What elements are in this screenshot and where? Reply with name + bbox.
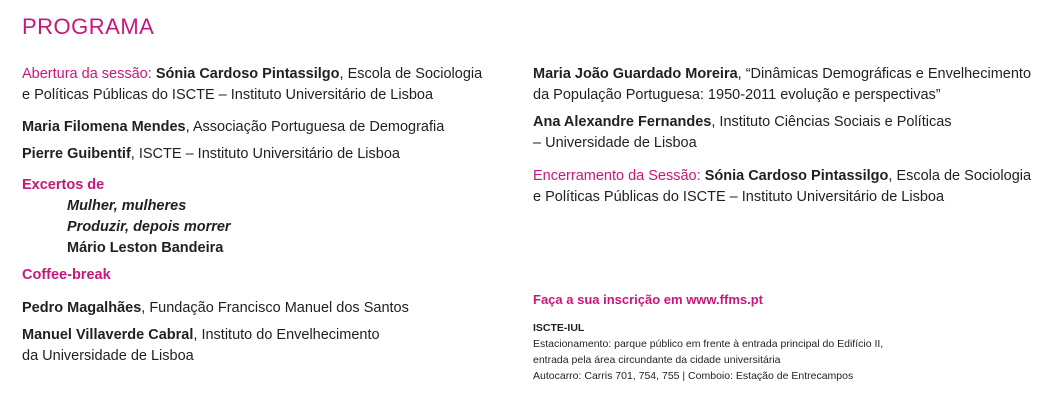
venue-parking: Estacionamento: parque público em frente à entrada principal do Edifício II, [533, 338, 884, 350]
excerpt-work: Produzir, depois morrer [67, 219, 231, 235]
speaker-entry [22, 144, 502, 165]
talk-title-cont: da População Portuguesa: 1950-2011 evolução e perspectivas” [533, 87, 941, 103]
speaker-name: Manuel Villaverde Cabral [22, 327, 194, 343]
opening-affiliation-cont: e Políticas Públicas do ISCTE – Instituto Universitário de Lisboa [22, 87, 434, 103]
left-column [22, 64, 502, 367]
closing-speaker-name: Sónia Cardoso Pintassilgo [704, 168, 889, 184]
opening-speaker-name: Sónia Cardoso Pintassilgo [155, 66, 340, 82]
venue-info [533, 320, 1043, 384]
speaker-entry [22, 298, 502, 319]
talk-title: , “Dinâmicas Demográficas e Envelhecimento [737, 66, 1032, 82]
speaker-name: Maria Filomena Mendes [22, 119, 186, 135]
page-title: PROGRAMA [22, 14, 155, 39]
venue-entrance: entrada pela área circundante da cidade universitária [533, 354, 781, 366]
speaker-name: Pierre Guibentif [22, 146, 131, 162]
speaker-entry [22, 117, 502, 138]
speaker-entry [533, 64, 1043, 106]
coffee-break: Coffee-break [22, 267, 111, 283]
speaker-affiliation: , Associação Portuguesa de Demografia [185, 119, 445, 135]
right-column [533, 64, 1043, 382]
opening-label: Abertura da sessão: [22, 66, 152, 82]
opening-session [22, 64, 502, 106]
closing-session [533, 166, 1043, 208]
speaker-affiliation-cont: da Universidade de Lisboa [22, 348, 194, 364]
speaker-affiliation-cont: – Universidade de Lisboa [533, 135, 697, 151]
excerpts-label: Excertos de [22, 177, 105, 193]
closing-affiliation: , Escola de Sociologia [888, 168, 1032, 184]
excerpt-work: Mulher, mulheres [67, 198, 187, 214]
venue-name: ISCTE-IUL [533, 322, 585, 334]
opening-affiliation: , Escola de Sociologia [339, 66, 483, 82]
speaker-name: Ana Alexandre Fernandes [533, 114, 712, 130]
excerpt-author: Mário Leston Bandeira [67, 240, 224, 256]
speaker-affiliation: , Instituto Ciências Sociais e Políticas [711, 114, 952, 130]
registration-link[interactable]: Faça a sua inscrição em www.ffms.pt [533, 292, 763, 307]
speaker-affiliation: , Fundação Francisco Manuel dos Santos [141, 300, 409, 316]
speaker-name: Pedro Magalhães [22, 300, 142, 316]
venue-transport: Autocarro: Carris 701, 754, 755 | Comboio: Estação de Entrecampos [533, 370, 854, 382]
speaker-name: Maria João Guardado Moreira [533, 66, 738, 82]
speaker-entry [22, 325, 502, 367]
closing-label: Encerramento da Sessão: [533, 168, 701, 184]
speaker-affiliation: , ISCTE – Instituto Universitário de Lisboa [130, 146, 400, 162]
speaker-affiliation: , Instituto do Envelhecimento [193, 327, 380, 343]
speaker-entry [533, 112, 1043, 154]
closing-affiliation-cont: e Políticas Públicas do ISCTE – Instituto Universitário de Lisboa [533, 189, 945, 205]
